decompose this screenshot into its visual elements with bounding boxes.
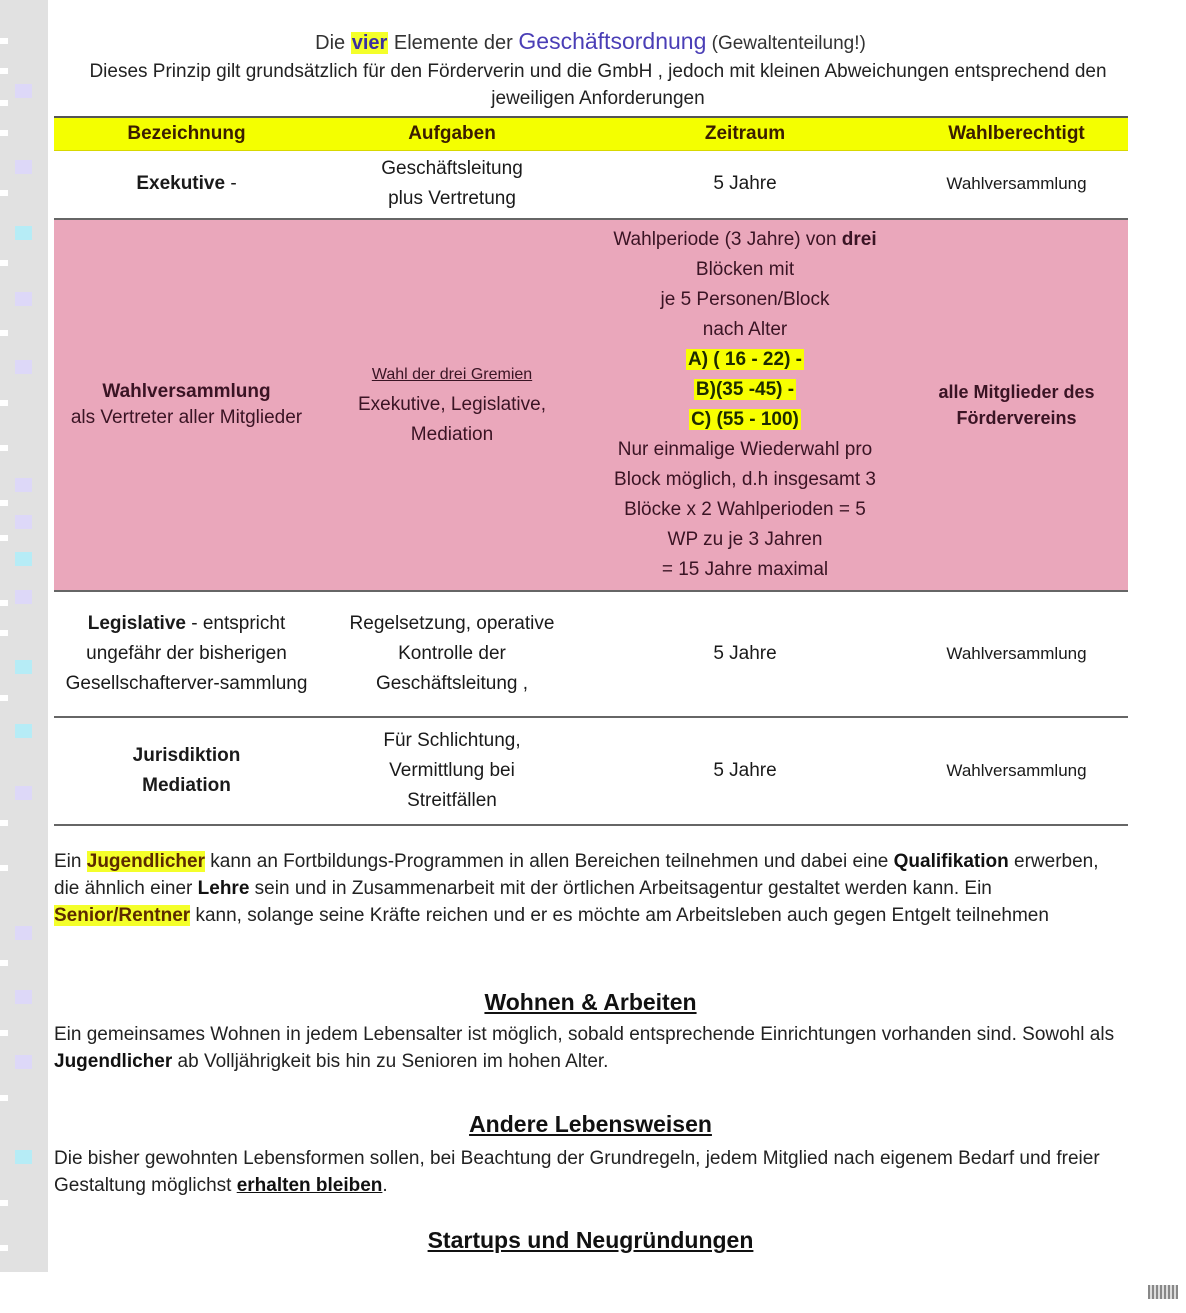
cell-bezeichnung (54, 219, 319, 591)
aufgaben-line: Geschäftsleitung (381, 158, 523, 180)
rail-tick (0, 630, 8, 636)
table-row-exekutive (54, 151, 1128, 219)
rail-tick (0, 1200, 8, 1206)
cell-zeitraum: 5 Jahre (585, 717, 905, 825)
intro-text: Dieses Prinzip gilt grundsätzlich für den Förderverin und die GmbH , jedoch mit kleinen Abweichungen entsprechend den jeweiligen Anforderungen (89, 61, 1107, 109)
document-page (48, 0, 1133, 1272)
aufgaben-underlined: Wahl der drei Gremien (371, 365, 533, 383)
rail-tick (0, 130, 8, 136)
rail-tick (0, 330, 8, 336)
paragraph-fortbildung: Ein Jugendlicher kann an Fortbildungs-Programmen in allen Bereichen teilnehmen und dabei eine Qualifikation erwerben, die ähnlich einer Lehre sein und in Zusammenarbeit mit der örtlichen Arbeitsagentur gestaltet werden kann. Ein Senior/Rentner kann, solange seine Kräfte reichen und er es möchte am Arbeitsleben auch gegen Entgelt teilnehmen (54, 851, 1099, 926)
rail-marker (15, 515, 32, 529)
title-highlight: vier (351, 32, 388, 54)
rail-marker (15, 990, 32, 1004)
rail-tick (0, 38, 8, 44)
table-header-row (54, 117, 1128, 151)
cell-bezeichnung (54, 151, 319, 219)
zeitraum-line: Nur einmalige Wiederwahl pro (617, 438, 873, 460)
cell-wahlberechtigt: Wahlversammlung (905, 717, 1128, 825)
cell-aufgaben (319, 219, 585, 591)
rail-marker (15, 360, 32, 374)
bezeichnung-bold: Legislative (87, 612, 186, 634)
paragraph-wohnen: Ein gemeinsames Wohnen in jedem Lebensalter ist möglich, sobald entsprechende Einrichtungen vorhanden sind. Sowohl als Jugendlicher ab Volljährigkeit bis hin zu Senioren im hohen Alter. (54, 1024, 1115, 1072)
document-title (48, 28, 1133, 55)
rail-tick (0, 1245, 8, 1251)
bezeichnung-bold: Jurisdiktion (132, 744, 241, 766)
rail-tick (0, 1095, 8, 1101)
page-number (1148, 1285, 1178, 1299)
rail-marker (15, 1150, 32, 1164)
rail-marker (15, 786, 32, 800)
rail-tick (0, 960, 8, 966)
left-rail (0, 0, 48, 1272)
rail-tick (0, 865, 8, 871)
aufgaben-line: Exekutive, Legislative, (358, 393, 546, 415)
age-block-b: B)(35 -45) - (695, 378, 795, 400)
bold-qualifikation: Qualifikation (893, 851, 1009, 872)
header-aufgaben: Aufgaben (319, 117, 585, 151)
bezeichnung-rest: als Vertreter aller Mitglieder (70, 406, 303, 428)
elements-table (54, 116, 1128, 826)
header-wahlberechtigt: Wahlberechtigt (905, 117, 1128, 151)
bold-lehre: Lehre (197, 878, 250, 899)
title-prefix: Die (315, 32, 351, 54)
heading-wohnen: Wohnen & Arbeiten (484, 989, 697, 1015)
rail-tick (0, 68, 8, 74)
rail-tick (0, 400, 8, 406)
rail-tick (0, 100, 8, 106)
zeitraum-line: Blöcke x 2 Wahlperioden = 5 (624, 498, 866, 520)
cell-aufgaben (319, 151, 585, 219)
bezeichnung-bold: Wahlversammlung (102, 380, 271, 402)
aufgaben-line: Geschäftsleitung , (375, 672, 529, 694)
aufgaben-line: Kontrolle der (398, 642, 506, 664)
rail-tick (0, 600, 8, 606)
cell-zeitraum: 5 Jahre (585, 151, 905, 219)
zeitraum-line: Block möglich, d.h insgesamt 3 (614, 468, 876, 490)
table-row-legislative (54, 591, 1128, 717)
heading-startups: Startups und Neugründungen (427, 1227, 754, 1253)
cell-zeitraum (585, 219, 905, 591)
rail-marker (15, 926, 32, 940)
rail-tick (0, 445, 8, 451)
rail-tick (0, 695, 8, 701)
aufgaben-line: Für Schlichtung, (383, 729, 521, 751)
rail-marker (15, 552, 32, 566)
title-suffix: (Gewaltenteilung!) (706, 33, 866, 54)
rail-tick (0, 260, 8, 266)
title-emphasis: Geschäftsordnung (518, 28, 707, 54)
rail-marker (15, 84, 32, 98)
rail-marker (15, 1055, 32, 1069)
aufgaben-line: Regelsetzung, operative (349, 612, 555, 634)
table-row-wahlversammlung (54, 219, 1128, 591)
bezeichnung-rest: - entspricht ungefähr der bisherigen Gesellschafterver-sammlung (65, 612, 308, 694)
header-zeitraum: Zeitraum (585, 117, 905, 151)
paragraph-andere: Die bisher gewohnten Lebensformen sollen, bei Beachtung der Grundregeln, jedem Mitglied nach eigenem Bedarf und freier Gestaltung möglichst erhalten bleiben. (54, 1148, 1100, 1196)
rail-marker (15, 160, 32, 174)
rail-tick (0, 190, 8, 196)
rail-tick (0, 500, 8, 506)
header-bezeichnung: Bezeichnung (54, 117, 319, 151)
heading-andere: Andere Lebensweisen (469, 1111, 712, 1137)
rail-tick (0, 820, 8, 826)
zeitraum-line: = 15 Jahre maximal (661, 558, 829, 580)
rail-tick (0, 1030, 8, 1036)
cell-wahlberechtigt: Wahlversammlung (905, 591, 1128, 717)
rail-marker (15, 226, 32, 240)
bezeichnung-bold: Mediation (142, 774, 231, 796)
rail-marker (15, 590, 32, 604)
bold-jugendlicher: Jugendlicher (54, 1051, 173, 1072)
highlight-jugendlicher: Jugendlicher (86, 851, 205, 872)
cell-bezeichnung (54, 591, 319, 717)
age-block-a: A) ( 16 - 22) - (687, 348, 803, 370)
cell-zeitraum: 5 Jahre (585, 591, 905, 717)
zeitraum-line: WP zu je 3 Jahren (667, 528, 823, 550)
cell-aufgaben (319, 717, 585, 825)
age-block-c: C) (55 - 100) (691, 408, 799, 430)
bezeichnung-rest: - (225, 173, 237, 195)
cell-wahlberechtigt: Wahlversammlung (905, 151, 1128, 219)
bezeichnung-bold: Exekutive (136, 173, 226, 195)
rail-marker (15, 292, 32, 306)
zeitraum-line: Blöcken mit (695, 258, 795, 280)
table-row-jurisdiktion (54, 717, 1128, 825)
aufgaben-line: Streitfällen (407, 789, 497, 811)
rail-marker (15, 478, 32, 492)
zeitraum-line: Wahlperiode (3 Jahre) von drei (613, 228, 877, 250)
aufgaben-line: Vermittlung bei (389, 759, 515, 781)
aufgaben-line: plus Vertretung (388, 188, 516, 210)
zeitraum-line: nach Alter (702, 318, 788, 340)
highlight-senior: Senior/Rentner (54, 905, 191, 926)
title-middle: Elemente der (388, 32, 519, 54)
rail-marker (15, 660, 32, 674)
bold-erhalten-bleiben: erhalten bleiben (236, 1175, 383, 1196)
aufgaben-line: Mediation (410, 423, 494, 445)
cell-wahlberechtigt: alle Mitglieder des Fördervereins (905, 219, 1128, 591)
cell-aufgaben (319, 591, 585, 717)
rail-marker (15, 724, 32, 738)
rail-tick (0, 535, 8, 541)
zeitraum-line: je 5 Personen/Block (660, 288, 830, 310)
cell-bezeichnung (54, 717, 319, 825)
